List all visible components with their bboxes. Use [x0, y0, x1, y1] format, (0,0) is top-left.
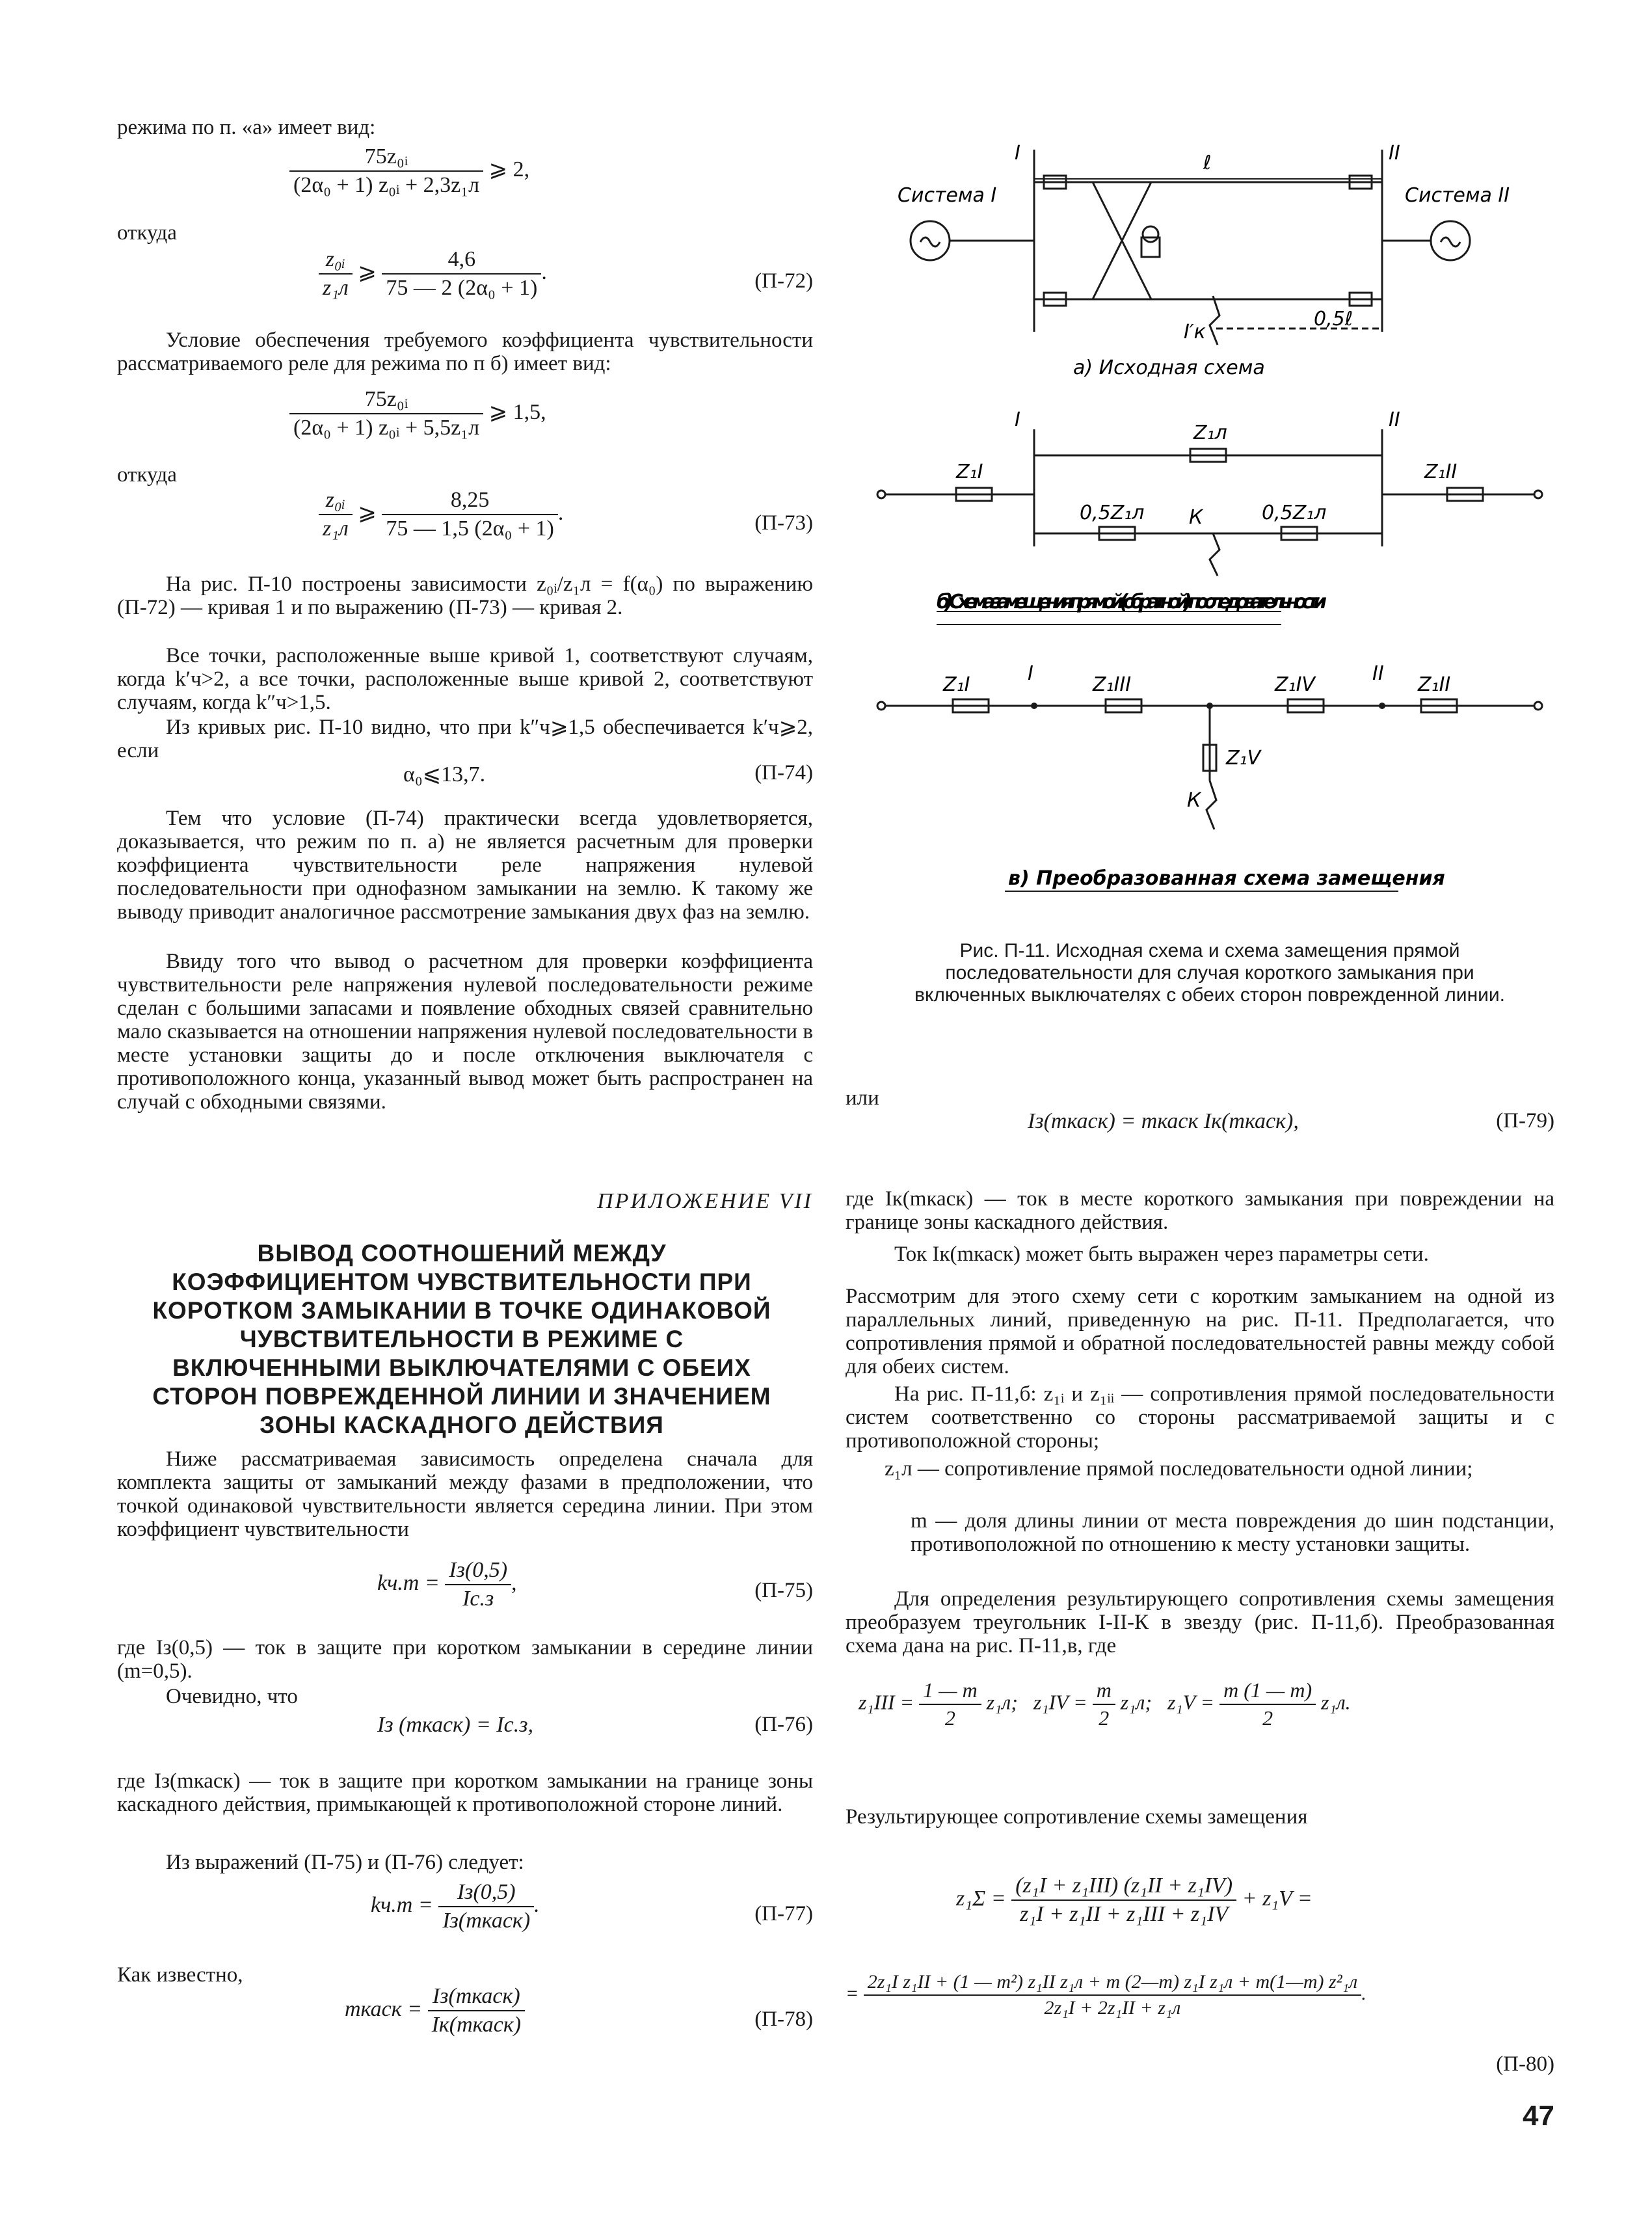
eq-numerator: (z₁I + z₁III) (z₁II + z₁IV) [1011, 1873, 1236, 1901]
eq-denominator: 2 [1099, 1706, 1110, 1730]
paragraph: где Iк(mкаск) — ток в месте короткого замыкания при повреждении на границе зоны каскадного действия. [846, 1187, 1554, 1234]
paragraph: Из выражений (П-75) и (П-76) следует: [166, 1851, 524, 1874]
eq-numerator: 1 — m [919, 1678, 981, 1705]
equation-number: (П-78) [754, 2007, 813, 2031]
eq-denominator: Iк(mкаск) [431, 2013, 522, 2037]
label-bus-i: I [1015, 409, 1020, 431]
equation-p79 [846, 1109, 1554, 1148]
eq-end: , [511, 1570, 517, 1595]
label-z1iii: Z₁III [1093, 673, 1132, 696]
label-z1ii: Z₁II [1418, 673, 1451, 696]
eq-rhs-num: 4,6 [382, 247, 541, 275]
paragraph: Ввиду того что вывод о расчетном для проверки коэффициента чувствительности реле напряжения нулевой последовательности режиме сделан с большими запасами и появление обходных связей сравнительно мало сказывается на отношении напряжения нулевой последовательности в месте установки защиты до и после отключения выключателя с противоположного конца, указанный вывод может быть распространен на случай с обходными связями. [117, 950, 813, 1114]
figure-caption: Рис. П-11. Исходная схема и схема замещения прямой последовательности для случая короткого замыкания при включенных выключателях с обеих сторон поврежденной линии. [914, 940, 1505, 1006]
page-number: 47 [1523, 2100, 1554, 2132]
appendix-label: ПРИЛОЖЕНИЕ VII [597, 1189, 813, 1213]
label-fault-current: I′к [1184, 321, 1206, 343]
eq-lhs: kч.т = [377, 1570, 440, 1595]
eq-numerator: 75z₀ᵢ [289, 144, 483, 172]
eq-lhs: kч.т = [371, 1892, 433, 1917]
eq-tail: z₁л; [1120, 1690, 1152, 1714]
label-05z1l: 0,5Z₁л [1262, 502, 1327, 524]
eq-relation: ⩾ 1,5, [488, 399, 546, 424]
eq-expression: Iз (mкаск) = Iс.з, [377, 1713, 533, 1737]
paragraph: режима по п. «а» имеет вид: [117, 116, 376, 139]
equation-p76 [111, 1708, 813, 1747]
relay-icon [1141, 237, 1160, 257]
equation-p80-line1 [956, 1873, 1541, 1945]
equation-p74 [111, 761, 813, 794]
eq-numerator: Iз(0,5) [438, 1880, 534, 1907]
eq-rhs-num: 8,25 [382, 488, 558, 515]
equation [111, 144, 813, 216]
eq-lhs-den: z₁л [323, 276, 349, 300]
equation-p75 [111, 1558, 813, 1623]
word-ili: или [846, 1086, 879, 1110]
eq-lhs-den: z₁л [323, 517, 349, 541]
paragraph: Для определения результирующего сопротивления схемы замещения преобразуем треугольник I-II-К в звезду (рис. П-11,б). Преобразованная схема дана на рис. П-11,в, где [846, 1587, 1554, 1658]
paragraph: Рассмотрим для этого схему сети с коротким замыканием на одной из параллельных линий, приведенную на рис. П-11. Предполагается, что сопротивления прямой и обратной последовательностей равны между собой для обеих систем. [846, 1285, 1554, 1378]
eq-lhs: z₁Σ = [956, 1886, 1006, 1911]
label-bus-i: I [1015, 142, 1020, 165]
word-otkuda: откуда [117, 221, 177, 245]
eq-denominator: 2 [944, 1706, 955, 1730]
fault-arrow-icon [1210, 296, 1219, 345]
label-z1i: Z₁I [943, 673, 970, 696]
label-system-ii: Система II [1405, 184, 1510, 207]
eq-numerator: 75z₀ᵢ [289, 387, 483, 414]
label-z1v: Z₁V [1226, 747, 1261, 770]
label-bus-i: I [1028, 662, 1033, 685]
relay-coil-icon [1143, 226, 1158, 242]
equation-number: (П-77) [754, 1902, 813, 1926]
paragraph: где Iз(mкаск) — ток в защите при коротком замыкании на границе зоны каскадного действия, примыкающей к противоположной стороне линий. [117, 1769, 813, 1816]
label-half-length: 0,5ℓ [1314, 308, 1353, 330]
equation-p73 [111, 488, 813, 559]
label-z1iv: Z₁IV [1275, 673, 1315, 696]
equation [111, 387, 813, 459]
paragraph: На рис. П-11,б: z₁ᵢ и z₁ᵢᵢ — сопротивления прямой последовательности систем соответственно со стороны рассматриваемой защиты и с противоположной стороны; [846, 1382, 1554, 1453]
eq-end: . [534, 1892, 540, 1917]
paragraph: Результирующее сопротивление схемы замещения [846, 1805, 1308, 1829]
equation-number: (П-76) [754, 1713, 813, 1736]
word-otkuda: откуда [117, 463, 177, 487]
eq-relation: ⩾ [358, 260, 377, 284]
equation-p80-line2 [846, 1971, 1554, 2043]
eq-lhs-num: z₀ᵢ [319, 247, 353, 275]
section-title: ВЫВОД СООТНОШЕНИЙ МЕЖДУ КОЭФФИЦИЕНТОМ ЧУВСТВИТЕЛЬНОСТИ ПРИ КОРОТКОМ ЗАМЫКАНИИ В ТОЧКЕ ОДИНАКОВОЙ ЧУВСТВИТЕЛЬНОСТИ В РЕЖИМЕ С ВКЛЮЧЕННЫМИ ВЫКЛЮЧАТЕЛЯМИ С ОБЕИХ СТОРОН ПОВРЕЖДЕННОЙ ЛИНИИ И ЗНАЧЕНИЕМ ЗОНЫ КАСКАДНОГО ДЕЙСТВИЯ [152, 1240, 771, 1438]
eq-numerator: m [1093, 1678, 1115, 1705]
eq-numerator: 2z₁I z₁II + (1 — m²) z₁II z₁л + m (2—m) z₁I z₁л + m(1—m) z²₁л [864, 1971, 1361, 1996]
figure-p11 [846, 130, 1554, 898]
equation-p78 [111, 1984, 813, 2056]
equation-number: (П-73) [754, 511, 813, 535]
label-length: ℓ [1203, 152, 1212, 174]
paragraph: Условие обеспечения требуемого коэффициента чувствительности рассматриваемого реле для режима по п б) имеет вид: [117, 329, 813, 375]
equation-number: (П-80) [1496, 2052, 1554, 2076]
eq-lhs-num: z₀ᵢ [319, 488, 353, 515]
eq-relation: ⩾ [358, 500, 377, 525]
equation-p77 [111, 1880, 813, 1952]
paragraph: Из кривых рис. П-10 видно, что при k″ч⩾1,5 обеспечивается k′ч⩾2, если [117, 716, 813, 762]
label-bus-ii: II [1389, 409, 1400, 431]
equation-number: (П-79) [1496, 1109, 1554, 1133]
eq-tail: + z₁V = [1242, 1886, 1312, 1911]
eq-denominator: Iз(mкаск) [442, 1909, 531, 1933]
label-z1ii: Z₁II [1424, 461, 1458, 483]
fault-arrow-icon [1210, 533, 1219, 576]
eq-lhs: z₁V = [1167, 1690, 1215, 1714]
label-05z1l: 0,5Z₁л [1080, 502, 1145, 524]
paragraph: Все точки, расположенные выше кривой 1, соответствуют случаям, когда k′ч>2, а все точки, расположенные выше кривой 2, соответствуют случаям, когда k″ч>1,5. [117, 644, 813, 714]
eq-denominator: 2z₁I + 2z₁II + z₁л [1044, 1997, 1181, 2019]
label-z1i: Z₁I [956, 461, 983, 483]
eq-end: . [1361, 1982, 1366, 2004]
eq-lhs: = [846, 1982, 859, 2004]
paragraph: На рис. П-10 построены зависимости z₀ᵢ/z₁л = f(α₀) по выражению (П-72) — кривая 1 и по выражению (П-73) — кривая 2. [117, 572, 813, 619]
label-k: К [1189, 506, 1203, 529]
paragraph: Очевидно, что [166, 1685, 298, 1708]
eq-numerator: Iз(0,5) [445, 1558, 511, 1585]
terminal [1534, 490, 1542, 498]
equation-number: (П-74) [754, 761, 813, 785]
label-system-i: Система I [898, 184, 997, 207]
fault-arrow-icon [1206, 781, 1216, 829]
eq-end: . [557, 500, 564, 525]
eq-lhs: z₁III = [859, 1690, 914, 1714]
paragraph: z₁л — сопротивление прямой последовательности одной линии; [885, 1457, 1473, 1481]
paragraph: Как известно, [117, 1963, 243, 1987]
eq-numerator: Iз(mкаск) [428, 1984, 525, 2011]
eq-denominator: z₁I + z₁II + z₁III + z₁IV [1020, 1902, 1229, 1926]
eq-relation: ⩾ 2, [488, 157, 530, 181]
equation-number: (П-75) [754, 1579, 813, 1602]
eq-denominator: 2 [1262, 1706, 1273, 1730]
paragraph: где Iз(0,5) — ток в защите при коротком замыкании в середине линии (m=0,5). [117, 1636, 813, 1683]
caption-a: а) Исходная схема [1073, 356, 1265, 379]
paragraph: m — доля длины линии от места повреждения до шин подстанции, противоположной по отношению к месту установки защиты. [911, 1509, 1554, 1556]
eq-tail: z₁л; [986, 1690, 1018, 1714]
eq-expression: α₀⩽13,7. [403, 762, 486, 786]
eq-denominator: (2α₀ + 1) z₀ᵢ + 2,3z₁л [293, 173, 480, 197]
eq-expression: Iз(mкаск) = mкаск Iк(mкаск), [1028, 1109, 1299, 1133]
eq-end: . [541, 260, 547, 284]
equation-number: (П-72) [754, 269, 813, 293]
equation-z-star [859, 1678, 1554, 1743]
label-bus-ii: II [1372, 662, 1384, 685]
eq-denominator: Iс.з [462, 1587, 494, 1611]
eq-numerator: m (1 — m) [1219, 1678, 1316, 1705]
paragraph: Ток Iк(mкаск) может быть выражен через параметры сети. [894, 1242, 1429, 1266]
eq-rhs-den: 75 — 2 (2α₀ + 1) [386, 276, 538, 300]
label-z1l: Z₁л [1193, 422, 1227, 444]
eq-lhs: z₁IV = [1033, 1690, 1087, 1714]
paragraph: Тем что условие (П-74) практически всегда удовлетворяется, доказывается, что режим по п. а) не является расчетным для проверки коэффициента чувствительности реле напряжения нулевой последовательности при однофазном замыкании на землю. К такому же выводу приводит аналогичное рассмотрение замыкания двух фаз на землю. [117, 807, 813, 924]
label-k: К [1187, 789, 1201, 812]
eq-lhs: mкаск = [345, 1996, 423, 2021]
eq-denominator: (2α₀ + 1) z₀ᵢ + 5,5z₁л [293, 416, 480, 440]
paragraph: Ниже рассматриваемая зависимость определена сначала для комплекта защиты от замыканий между фазами в предположении, что точкой одинаковой чувствительности является середина линии. При этом коэффициент чувствительности [117, 1447, 813, 1541]
caption-b: б) Схема замещения прямой (обратной) последовательности [937, 591, 1327, 613]
eq-rhs-den: 75 — 1,5 (2α₀ + 1) [386, 517, 554, 541]
label-bus-ii: II [1389, 142, 1400, 165]
terminal [877, 490, 885, 498]
equation-p72 [111, 247, 813, 319]
eq-tail: z₁л. [1321, 1690, 1351, 1714]
caption-v: в) Преобразованная схема замещения [1008, 867, 1445, 890]
